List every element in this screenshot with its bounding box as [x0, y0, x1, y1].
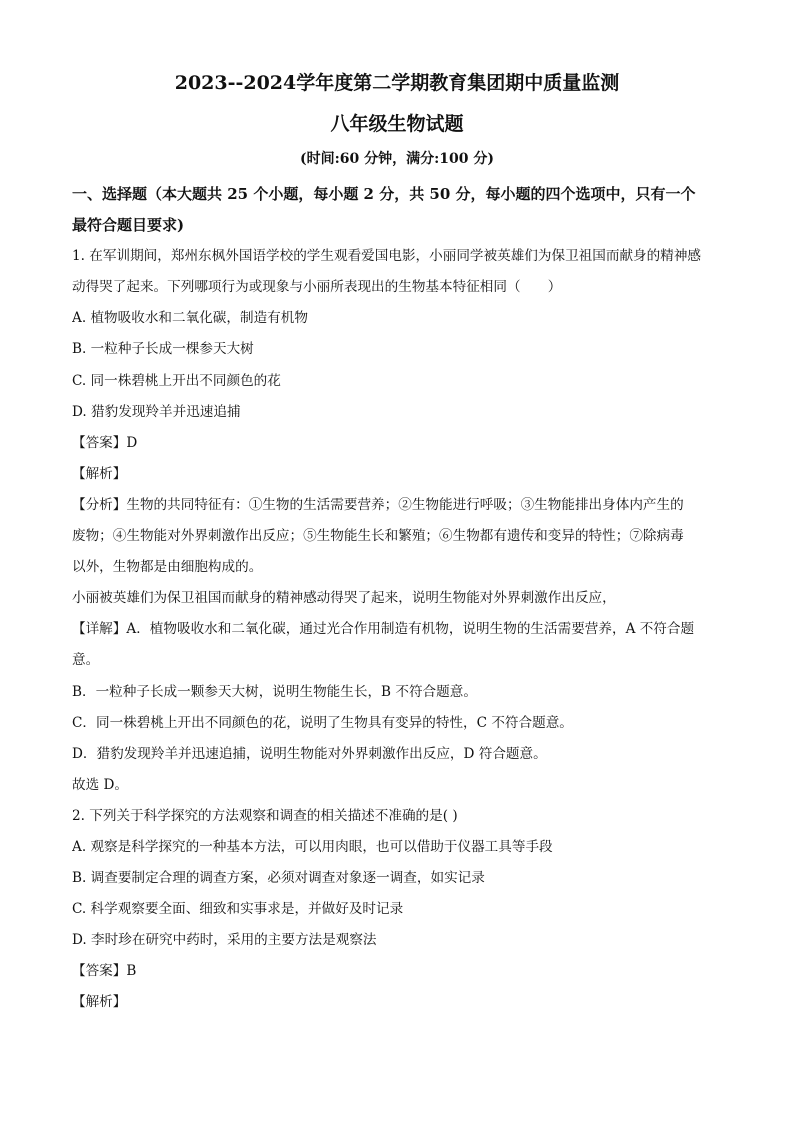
q1-detail-d: D．猎豹发现羚羊并迅速追捕，说明生物能对外界刺激作出反应，D 符合题意。 — [72, 745, 547, 762]
q1-option-d: D. 猎豹发现羚羊并迅速追捕 — [72, 403, 241, 420]
q1-detail-line2: 意。 — [72, 652, 100, 669]
q2-answer: 【答案】B — [72, 963, 137, 980]
q2-stem: 2. 下列关于科学探究的方法观察和调查的相关描述不准确的是( ) — [72, 807, 458, 824]
section-heading-line1: 一、选择题（本大题共 25 个小题，每小题 2 分，共 50 分，每小题的四个选项中，只有一个 — [72, 185, 696, 203]
q1-stem-line2: 动得哭了起来。下列哪项行为或现象与小丽所表现出的生物基本特征相同（ ） — [72, 279, 562, 296]
q1-fenxi-line3: 以外，生物都是由细胞构成的。 — [72, 559, 263, 576]
q1-answer: 【答案】D — [72, 434, 138, 451]
q1-detail-c: C．同一株碧桃上开出不同颜色的花，说明了生物具有变异的特性，C 不符合题意。 — [72, 714, 573, 731]
q1-analysis-label: 【解析】 — [72, 465, 127, 482]
q1-option-a: A. 植物吸收水和二氧化碳，制造有机物 — [72, 310, 308, 327]
q1-fenxi-line1: 【分析】生物的共同特征有：①生物的生活需要营养；②生物能进行呼吸；③生物能排出身体内产生的 — [72, 496, 684, 513]
q1-stem-line1: 1. 在军训期间，郑州东枫外国语学校的学生观看爱国电影，小丽同学被英雄们为保卫祖国而献身的精神感 — [72, 248, 702, 265]
q2-option-b: B. 调查要制定合理的调查方案，必须对调查对象逐一调查，如实记录 — [72, 870, 485, 887]
q1-option-b: B. 一粒种子长成一棵参天大树 — [72, 341, 254, 358]
exam-title: 2023--2024学年度第二学期教育集团期中质量监测 — [174, 72, 620, 94]
q2-option-d: D. 李时珍在研究中药时，采用的主要方法是观察法 — [72, 932, 377, 949]
exam-subtitle: 八年级生物试题 — [330, 113, 464, 135]
q1-fenxi-line4: 小丽被英雄们为保卫祖国而献身的精神感动得哭了起来，说明生物能对外界刺激作出反应， — [72, 590, 616, 607]
q1-option-c: C. 同一株碧桃上开出不同颜色的花 — [72, 372, 281, 389]
q1-detail-b: B．一粒种子长成一颗参天大树，说明生物能生长，B 不符合题意。 — [72, 683, 477, 700]
q2-option-a: A. 观察是科学探究的一种基本方法，可以用肉眼，也可以借助于仪器工具等手段 — [72, 838, 553, 855]
section-heading-line2: 最符合题目要求) — [72, 216, 185, 235]
exam-time-info: (时间:60 分钟，满分:100 分) — [299, 151, 495, 167]
exam-body — [72, 179, 722, 1019]
q1-conclusion: 故选 D。 — [72, 776, 129, 793]
q1-fenxi-line2: 废物；④生物能对外界刺激作出反应；⑤生物能生长和繁殖；⑥生物都有遗传和变异的特性；⑦除病毒 — [72, 528, 684, 545]
q2-analysis-label: 【解析】 — [72, 994, 127, 1011]
q1-detail-line1: 【详解】A．植物吸收水和二氧化碳，通过光合作用制造有机物，说明生物的生活需要营养，A 不符合题 — [72, 621, 695, 638]
q2-option-c: C. 科学观察要全面、细致和实事求是，并做好及时记录 — [72, 901, 404, 918]
